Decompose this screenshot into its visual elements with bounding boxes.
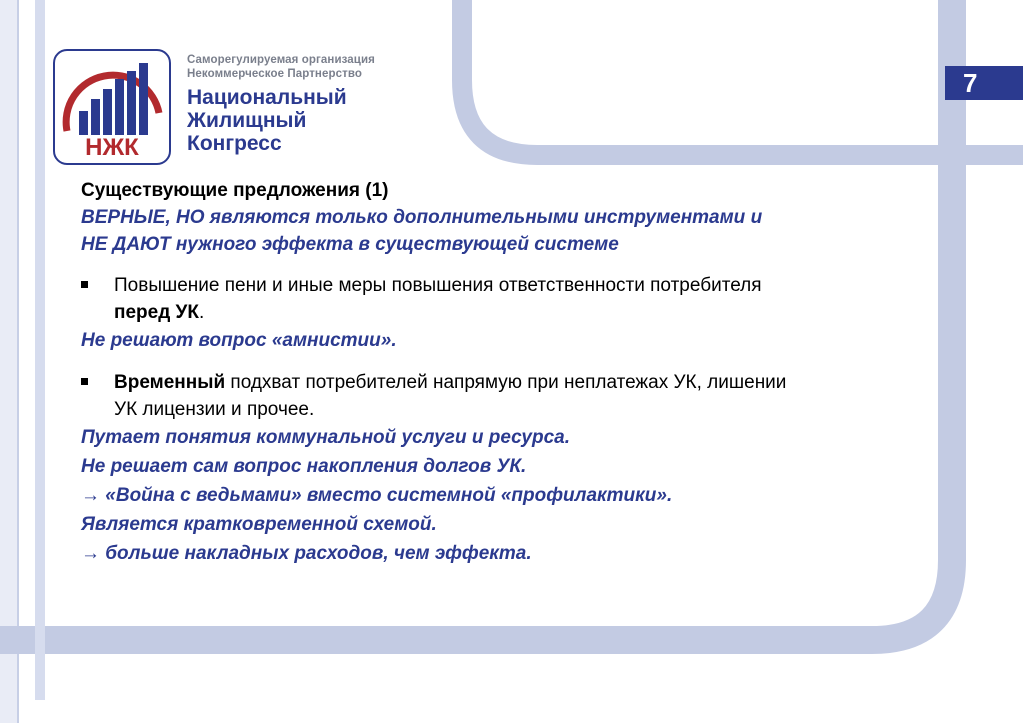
logo-emblem — [55, 51, 169, 163]
bullet-1-bold: перед УК — [114, 302, 199, 323]
org-type-line2: Некоммерческое Партнерство — [187, 68, 362, 80]
note-2-line-5: → больше накладных расходов, чем эффекта. — [81, 543, 532, 564]
logo — [53, 49, 171, 165]
org-type-line1: Саморегулируемая организация — [187, 54, 375, 66]
org-name-line3: Конгресс — [187, 132, 282, 155]
note-1: Не решают вопрос «амнистии». — [81, 330, 397, 351]
note-2-line-3: → «Война с ведьмами» вместо системной «профилактики». — [81, 485, 673, 506]
note-2-line-4: Является кратковременной схемой. — [81, 514, 437, 535]
logo-bar — [115, 79, 124, 135]
note-2-line-2: Не решает сам вопрос накопления долгов УК. — [81, 456, 527, 477]
lead-line-1: ВЕРНЫЕ, НО являются только дополнительными инструментами и — [81, 207, 763, 228]
slide-heading: Существующие предложения (1) — [81, 180, 389, 201]
lead-line-2: НЕ ДАЮТ нужного эффекта в существующей системе — [81, 234, 619, 255]
logo-bar — [91, 99, 100, 135]
logo-bar — [127, 71, 136, 135]
logo-bar — [103, 89, 112, 135]
bullet-item-1 — [81, 272, 981, 326]
bullet-square-icon — [81, 378, 88, 385]
page-number: 7 — [945, 66, 1023, 100]
bullet-1-tail: . — [198, 302, 205, 323]
logo-bar — [79, 111, 88, 135]
logo-letters: НЖК — [85, 134, 139, 161]
bullet-item-2 — [81, 369, 981, 423]
logo-bar — [139, 63, 148, 135]
bullet-2-text-line2: УК лицензии и прочее. — [114, 399, 315, 420]
organization-name — [187, 53, 375, 155]
bullet-2-bold: Временный — [114, 372, 226, 393]
slide-content — [81, 178, 981, 568]
bullet-square-icon — [81, 281, 88, 288]
org-name-line2: Жилищный — [187, 109, 307, 132]
bullet-2-text: подхват потребителей напрямую при неплатежах УК, лишении — [225, 372, 787, 393]
bullet-1-text: Повышение пени и иные меры повышения ответственности потребителя — [114, 275, 762, 296]
note-2-line-1: Путает понятия коммунальной услуги и ресурса. — [81, 427, 571, 448]
org-name-line1: Национальный — [187, 86, 347, 109]
